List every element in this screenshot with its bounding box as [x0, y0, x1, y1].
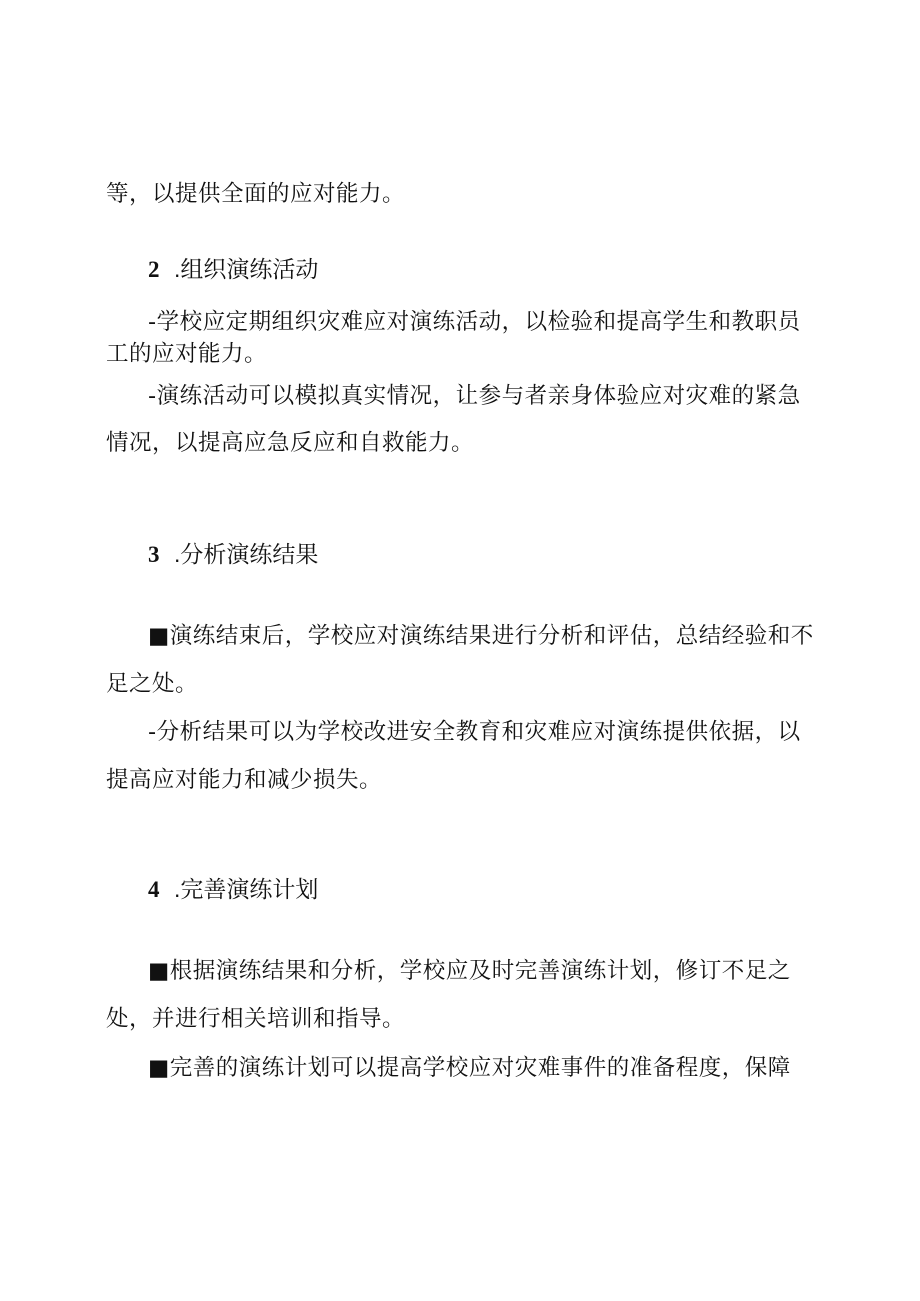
section-title: .组织演练活动 — [174, 256, 319, 282]
section-number: 2 — [148, 257, 160, 282]
paragraph-line: 情况，以提高应急反应和自救能力。 — [106, 430, 475, 456]
paragraph-line: -分析结果可以为学校改进安全教育和灾难应对演练提供依据，以 — [148, 719, 801, 745]
paragraph-line: 足之处。 — [106, 671, 199, 697]
section-2-heading — [148, 253, 318, 286]
paragraph-line: ■演练结束后，学校应对演练结果进行分析和评估，总结经验和不 — [148, 623, 814, 649]
section-4-heading — [148, 873, 318, 906]
paragraph-line: 处，并进行相关培训和指导。 — [106, 1006, 406, 1032]
section-number: 4 — [148, 877, 160, 902]
section-title: .完善演练计划 — [174, 876, 319, 902]
paragraph-line: ■根据演练结果和分析，学校应及时完善演练计划，修订不足之 — [148, 958, 791, 984]
section-3-heading — [148, 538, 318, 571]
paragraph-line: ■完善的演练计划可以提高学校应对灾难事件的准备程度，保障 — [148, 1055, 791, 1081]
section-number: 3 — [148, 542, 160, 567]
paragraph-line: 提高应对能力和减少损失。 — [106, 767, 383, 793]
paragraph-line: 工的应对能力。 — [106, 341, 268, 367]
paragraph-line: -学校应定期组织灾难应对演练活动，以检验和提高学生和教职员 — [148, 309, 801, 335]
section-title: .分析演练结果 — [174, 541, 319, 567]
intro-tail-text: 等，以提供全面的应对能力。 — [106, 181, 406, 207]
paragraph-line: -演练活动可以模拟真实情况，让参与者亲身体验应对灾难的紧急 — [148, 383, 801, 409]
